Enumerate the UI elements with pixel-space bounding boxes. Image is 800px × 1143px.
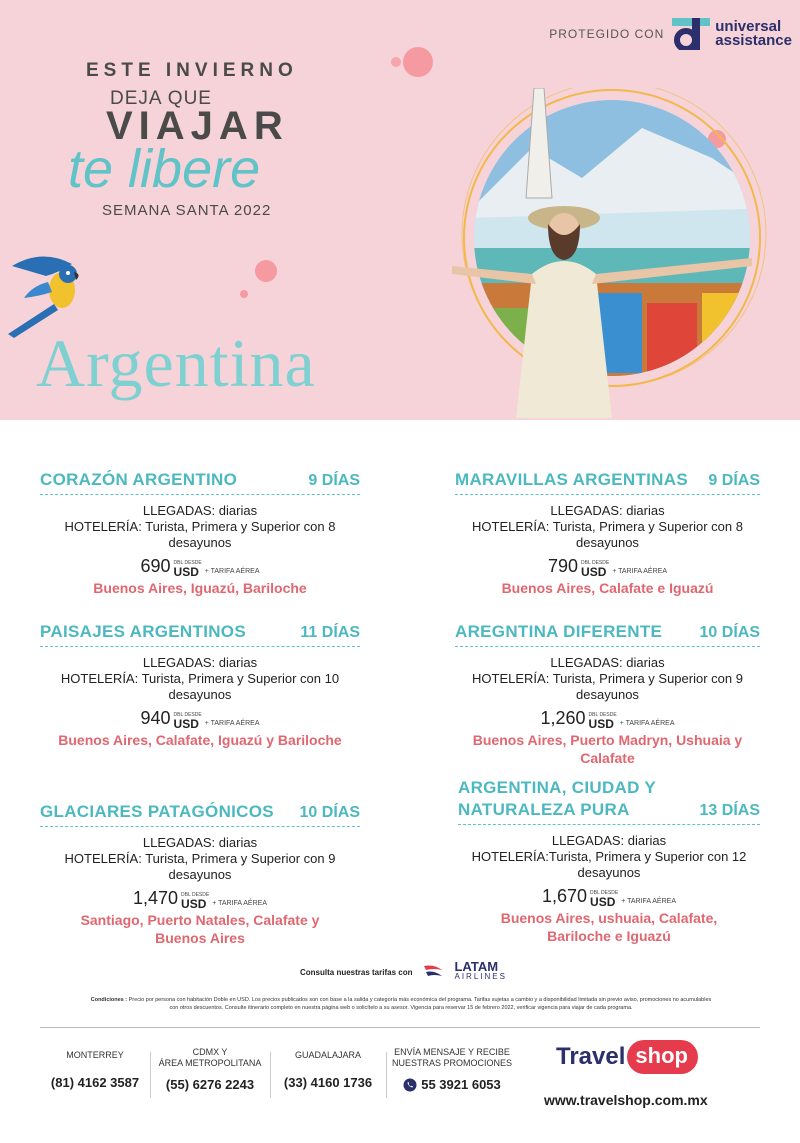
- airline-name: LATAM: [454, 959, 499, 974]
- program-route: Buenos Aires, Puerto Madryn, Ushuaia y: [472, 732, 743, 748]
- protection-badge: [549, 18, 792, 50]
- program-arrivals: LLEGADAS: diarias: [550, 503, 665, 518]
- office-city: GUADALAJARA: [294, 1050, 362, 1060]
- program-name: GLACIARES PATAGÓNICOS: [40, 802, 274, 821]
- program-route-2: Calafate: [580, 750, 635, 766]
- price-note: DBL DESDE: [588, 712, 617, 718]
- office-guadalajara: [272, 1050, 384, 1090]
- decor-dot: [240, 290, 248, 298]
- office-divider: [270, 1052, 271, 1098]
- office-phone[interactable]: (55) 6276 2243: [165, 1077, 255, 1092]
- program-name: MARAVILLAS ARGENTINAS: [455, 470, 688, 489]
- office-phone[interactable]: (33) 4160 1736: [283, 1075, 373, 1090]
- price-amount: 690: [140, 556, 171, 576]
- program-arrivals: LLEGADAS: diarias: [551, 833, 667, 848]
- office-monterrey: [40, 1050, 150, 1090]
- program-card[interactable]: [455, 470, 760, 597]
- price-note: DBL DESDE: [173, 712, 202, 718]
- program-hotel-2: desayunos: [576, 687, 639, 702]
- airline-sub: AIRLINES: [454, 972, 507, 981]
- program-route: Buenos Aires, Calafate, Iguazú y Bariloche: [58, 732, 342, 748]
- price-currency: USD: [173, 565, 199, 579]
- protected-label: PROTEGIDO CON: [549, 27, 665, 41]
- program-card[interactable]: [40, 802, 360, 947]
- office-city: ENVÍA MENSAJE Y RECIBE: [394, 1047, 510, 1057]
- program-card[interactable]: [40, 622, 360, 749]
- destination-title: Argentina: [36, 325, 316, 401]
- program-hotel: HOTELERÍA: Turista, Primera y Superior con 9: [64, 851, 336, 866]
- price-currency: USD: [590, 895, 616, 909]
- fare-note: + TARIFA AÉREA: [204, 720, 260, 727]
- program-hotel: HOTELERÍA: Turista, Primera y Superior con 10: [60, 671, 340, 686]
- program-route: Buenos Aires, Calafate e Iguazú: [501, 580, 714, 596]
- program-days: 10 DÍAS: [299, 804, 360, 821]
- price-currency: USD: [181, 897, 207, 911]
- program-hotel: HOTELERÍA: Turista, Primera y Superior con 8: [64, 519, 336, 534]
- office-cdmx: [152, 1047, 268, 1092]
- ua-logo-icon: [672, 18, 710, 50]
- whatsapp-icon: [403, 1078, 417, 1092]
- fare-note: + TARIFA AÉREA: [204, 568, 260, 575]
- program-route-2: Bariloche e Iguazú: [547, 928, 671, 944]
- website-link[interactable]: www.travelshop.com.mx: [544, 1092, 708, 1108]
- program-price: [455, 556, 760, 577]
- program-route-2: Buenos Aires: [155, 930, 245, 946]
- program-hotel-2: desayunos: [168, 687, 232, 702]
- airline-partner: [300, 959, 507, 982]
- program-route: Buenos Aires, ushuaia, Calafate,: [500, 910, 718, 926]
- program-arrivals: LLEGADAS: diarias: [142, 655, 258, 670]
- program-days: 11 DÍAS: [300, 624, 360, 641]
- program-hotel: HOTELERÍA: Turista, Primera y Superior con 9: [472, 671, 743, 686]
- brand-travel: Travel: [556, 1043, 626, 1070]
- program-hotel-2: desayunos: [577, 865, 641, 880]
- program-header: [40, 622, 360, 647]
- price-currency: USD: [581, 565, 607, 579]
- travelshop-logo: [556, 1040, 698, 1074]
- program-days: 10 DÍAS: [699, 624, 760, 641]
- office-whatsapp: [388, 1047, 516, 1092]
- latam-logo-icon: [422, 964, 444, 980]
- program-arrivals: LLEGADAS: diarias: [142, 503, 258, 518]
- price-currency: USD: [173, 717, 199, 731]
- office-city: CDMX Y: [192, 1047, 228, 1057]
- price-note: DBL DESDE: [581, 560, 610, 566]
- program-price: [458, 886, 760, 907]
- conditions-text: [86, 996, 716, 1012]
- price-amount: 790: [547, 556, 579, 576]
- program-header: [455, 470, 760, 495]
- decor-dot: [391, 57, 401, 67]
- hero-banner: [0, 0, 800, 420]
- program-header: [40, 470, 360, 495]
- program-hotel-2: desayunos: [576, 535, 639, 550]
- brand-shop: shop: [627, 1040, 698, 1074]
- conditions-title: Condiciones :: [90, 997, 128, 1003]
- program-price: [40, 556, 360, 577]
- program-route: Santiago, Puerto Natales, Calafate y: [80, 912, 320, 928]
- program-name: PAISAJES ARGENTINOS: [40, 622, 246, 641]
- program-hotel: HOTELERÍA: Turista, Primera y Superior con 8: [472, 519, 743, 534]
- price-amount: 1,260: [540, 708, 586, 728]
- program-card[interactable]: [40, 470, 360, 597]
- price-note: DBL DESDE: [173, 560, 202, 566]
- consult-text: Consulta nuestras tarifas con: [300, 967, 413, 977]
- program-route: Buenos Aires, Iguazú, Bariloche: [93, 580, 307, 596]
- program-header: [40, 802, 360, 827]
- program-price: [40, 888, 360, 909]
- fare-note: + TARIFA AÉREA: [212, 900, 267, 907]
- program-name-2: NATURALEZA PURA: [458, 800, 630, 819]
- program-card[interactable]: [458, 776, 760, 945]
- fare-note: + TARIFA AÉREA: [612, 568, 667, 575]
- program-header: [455, 622, 760, 647]
- ua-text-1: universal: [715, 18, 782, 35]
- program-name: ARGENTINA, CIUDAD Y: [458, 778, 657, 797]
- argentina-collage-image: [452, 88, 782, 418]
- whatsapp-contact[interactable]: [388, 1077, 516, 1092]
- headline-1: ESTE INVIERNO: [86, 60, 298, 81]
- office-phone[interactable]: (81) 4162 3587: [50, 1075, 140, 1090]
- divider: [40, 1027, 760, 1028]
- universal-assistance-logo: [672, 18, 792, 50]
- decor-dot: [403, 47, 433, 77]
- program-days: 9 DÍAS: [708, 472, 760, 489]
- fare-note: + TARIFA AÉREA: [619, 720, 675, 727]
- program-hotel-2: desayunos: [168, 867, 232, 882]
- program-days: 13 DÍAS: [699, 802, 760, 819]
- fare-note: + TARIFA AÉREA: [621, 898, 676, 905]
- program-days: 9 DÍAS: [308, 472, 360, 489]
- ua-text-2: assistance: [715, 32, 792, 49]
- office-divider: [150, 1052, 151, 1098]
- season-label: SEMANA SANTA 2022: [102, 202, 272, 219]
- office-phone: 55 3921 6053: [421, 1077, 501, 1092]
- price-note: DBL DESDE: [181, 892, 210, 898]
- program-arrivals: LLEGADAS: diarias: [142, 835, 258, 850]
- program-header: [458, 800, 760, 825]
- price-currency: USD: [588, 717, 614, 731]
- program-name: CORAZÓN ARGENTINO: [40, 470, 238, 489]
- office-city: MONTERREY: [66, 1050, 124, 1060]
- program-hotel: HOTELERÍA:Turista, Primera y Superior con 12: [471, 849, 747, 864]
- decor-dot: [255, 260, 277, 282]
- headline-3: VIAJAR: [106, 104, 289, 148]
- program-price: [40, 708, 360, 729]
- office-city-2: NUESTRAS PROMOCIONES: [391, 1058, 512, 1068]
- conditions-body: Precio por persona con habitación Doble en USD. Los precios publicados son con base a la salida y categoría más económica del programa. Tarifas sujetas a cambio y a disponibilidad limitada sin previo aviso, promociones no acumulables con otros descuentos. Consulte itinerario completo en nuestra página web o solicítelo a su asesor. Vigencia para reservar 15 de febrero 2022, verificar vigencia para viajar de cada programa.: [128, 997, 712, 1011]
- program-arrivals: LLEGADAS: diarias: [550, 655, 665, 670]
- price-amount: 940: [140, 708, 171, 728]
- program-name: AREGNTINA DIFERENTE: [455, 622, 663, 641]
- program-hotel-2: desayunos: [168, 535, 232, 550]
- headline-2: DEJA QUE: [110, 88, 212, 109]
- price-amount: 1,670: [541, 886, 588, 906]
- program-card[interactable]: [455, 622, 760, 767]
- office-divider: [386, 1052, 387, 1098]
- price-note: DBL DESDE: [590, 890, 619, 896]
- program-price: [455, 708, 760, 729]
- price-amount: 1,470: [132, 888, 179, 908]
- headline-4: te libere: [68, 139, 261, 199]
- office-city-2: ÁREA METROPOLITANA: [158, 1058, 262, 1068]
